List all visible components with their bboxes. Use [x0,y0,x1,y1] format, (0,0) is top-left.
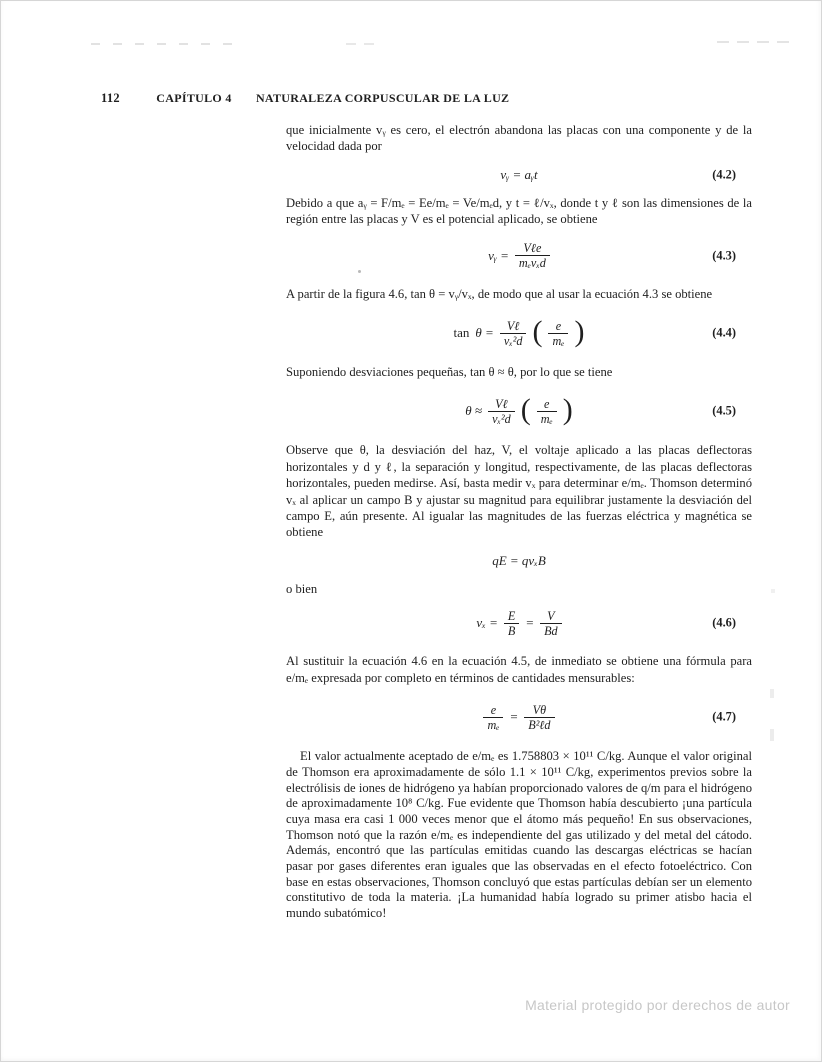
equation-expression: vᵧ = aᵧt [500,166,538,182]
paragraph-observe: Observe que θ, la desviación del haz, V, el voltaje aplicado a las placas deflectoras horizontales y d y ℓ, la separación y longitud, respectivamente, de las placas deflectoras horizontales, pueden medirse. Así, basta medir vₓ para determinar e/mₑ. Thomson determinó vₓ al aplicar un campo B y ajustar su magnitud para equilibrar justamente la desviación del campo E, aún presente. Al igualar las magnitudes de las fuerzas eléctrica y magnética se obtiene [286,443,752,540]
equation-label: (4.6) [712,615,736,630]
fraction-denominator: mₑvₓd [515,255,550,270]
paragraph-debido: Debido a que aᵧ = F/mₑ = Ee/mₑ = Ve/mₑd, y t = ℓ/vₓ, donde t y ℓ son las dimensiones de la región entre las placas y V es el potencial aplicado, se obtiene [286,195,752,227]
fraction [488,397,515,426]
scan-artifact [346,43,376,45]
scan-artifact [91,43,236,45]
equals-sign: = [525,615,535,631]
fraction [537,397,557,426]
close-paren: ) [574,315,585,349]
equation-expression [483,703,554,732]
scan-artifact [770,729,774,741]
equation-lhs: vₓ = [476,615,498,631]
equation-expression [465,393,573,427]
connector-o-bien: o bien [286,581,318,596]
fraction-denominator: B²ℓd [524,717,554,732]
fraction-denominator: mₑ [548,333,568,348]
text-column [286,122,752,922]
fraction [500,319,527,348]
scan-artifact [771,589,775,593]
open-paren: ( [532,315,543,349]
scan-artifact [717,41,791,43]
equation-4-2 [286,165,752,185]
page-number: 112 [101,91,120,105]
paragraph-intro: que inicialmente vᵧ es cero, el electrón abandona las placas con una componente y de la velocidad dada por [286,123,752,154]
paragraph-apartir: A partir de la figura 4.6, tan θ = vᵧ/vₓ, de modo que al usar la ecuación 4.3 se obtiene [286,286,713,301]
fraction [515,241,550,270]
running-header [101,91,509,106]
equation-lhs: θ = [475,325,494,341]
fraction-numerator: e [543,396,550,411]
equation-4-4 [286,310,752,356]
equation-expression [453,315,585,349]
fraction-denominator: B [504,623,519,638]
fraction [483,703,503,732]
equation-expression: qE = qvₓB [492,552,546,568]
equation-4-5 [286,388,752,434]
equation-lhs: θ ≈ [465,403,483,419]
fraction-denominator: vₓ²d [500,333,527,348]
close-paren: ) [562,393,573,427]
fraction-numerator: Vℓe [523,241,542,256]
fraction-numerator: Vℓ [506,318,520,333]
equation-lhs: vᵧ = [488,247,509,263]
equals-sign: = [509,709,519,725]
equation-label: (4.2) [712,167,736,182]
equation-label: (4.7) [712,709,736,724]
copyright-watermark: Material protegido por derechos de autor [525,997,790,1013]
equation-4-3 [286,236,752,276]
fraction-numerator: e [555,318,562,333]
paragraph-alsustituir: Al sustituir la ecuación 4.6 en la ecuación 4.5, de inmediato se obtiene una fórmula para e/mₑ expresada por completo en términos de cantidades mensurables: [286,654,752,685]
equation-qe [286,552,752,570]
fraction [548,319,568,348]
chapter-label: CAPÍTULO 4 [156,91,232,105]
fraction-numerator: E [507,608,516,623]
equation-label: (4.3) [712,248,736,263]
chapter-title: NATURALEZA CORPUSCULAR DE LA LUZ [255,91,510,105]
fraction [524,703,554,732]
function-name: tan [453,325,470,341]
equation-4-7 [286,695,752,739]
fraction-denominator: mₑ [483,717,503,732]
equation-4-6 [286,603,752,643]
fraction-denominator: vₓ²d [488,411,515,426]
paragraph-suponiendo: Suponiendo desviaciones pequeñas, tan θ ≈ θ, por lo que se tiene [286,365,613,380]
fraction-numerator: e [490,702,497,717]
fraction-denominator: Bd [540,623,562,638]
equation-expression [488,241,550,270]
fraction [540,609,562,638]
fraction-numerator: V [547,608,555,623]
fraction-numerator: Vθ [532,702,547,717]
equation-expression [476,609,561,638]
fraction-denominator: mₑ [537,411,557,426]
fraction [504,609,519,638]
open-paren: ( [520,393,531,427]
fraction-numerator: Vℓ [495,396,508,411]
equation-label: (4.4) [712,325,736,340]
scan-artifact [770,689,774,698]
equation-label: (4.5) [712,403,736,418]
paragraph-elvalor: El valor actualmente aceptado de e/mₑ es 1.758803 × 10¹¹ C/kg. Aunque el valor original de Thomson era aproximadamente de sólo 1.1 × 10¹¹ C/kg, experimentos previos sobre la electrólisis de iones de hidrógeno ya habían proporcionado valores de q/m para el hidrógeno de aproximadamente 10⁸ C/kg. Fue evidente que Thomson había descubierto ¡una partícula cuya masa era casi 1 000 veces menor que el átomo más pequeño! En sus observaciones, Thomson notó que la razón e/mₑ es independiente del gas utilizado y del metal del cátodo. Además, encontró que las partículas emitidas cuando las descargas eléctricas se hacían pasar por gases diferentes eran iguales que las observadas en el efecto fotoeléctrico. Con base en estas observaciones, Thomson concluyó que estas partículas debían ser un elemento constitutivo de toda la materia. ¡La humanidad había logrado su primer atisbo hacia el mundo subatómico! [286,749,752,921]
